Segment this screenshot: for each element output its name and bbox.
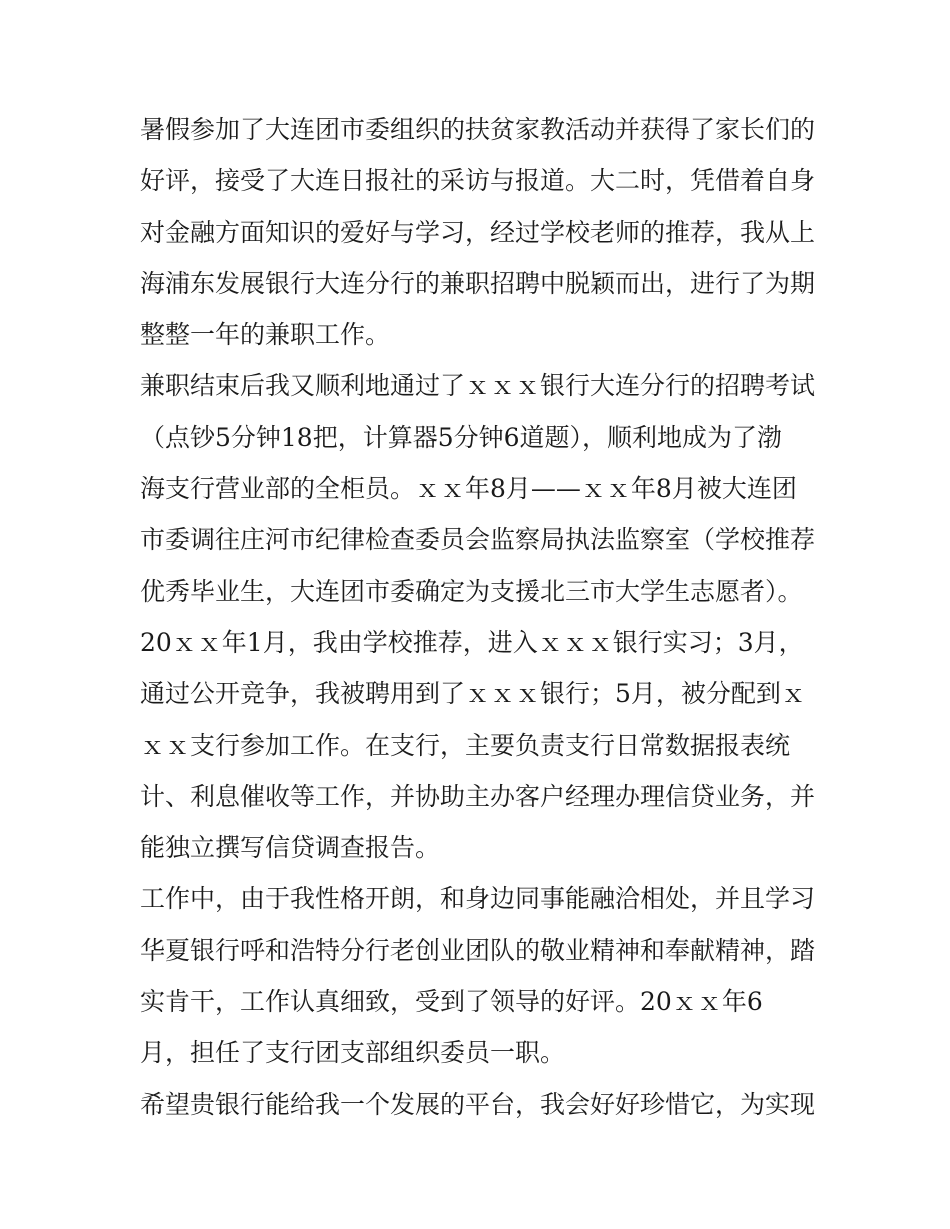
text-line: 整整一年的兼职工作。 [140,320,391,350]
text-line: 对金融方面知识的爱好与学习，经过学校老师的推荐，我从上 [140,217,816,247]
body-text [140,104,820,1130]
text-line: 通过公开竞争，我被聘用到了ｘｘｘ银行；5月，被分配到ｘ [140,679,806,709]
text-line: 华夏银行呼和浩特分行老创业团队的敬业精神和奉献精神，踏 [140,935,816,965]
text-line: 好评，接受了大连日报社的采访与报道。大二时，凭借着自身 [140,166,816,196]
text-line: 能独立撰写信贷调查报告。 [140,833,441,863]
text-line: （点钞5分钟18把，计算器5分钟6道题），顺利地成为了渤 [140,422,783,452]
text-line: 优秀毕业生，大连团市委确定为支援北三市大学生志愿者）。 [140,576,803,606]
text-line: 实肯干，工作认真细致，受到了领导的好评。20ｘｘ年6 [140,987,763,1017]
text-line: 月，担任了支行团支部组织委员一职。 [140,1038,566,1068]
text-line: 海浦东发展银行大连分行的兼职招聘中脱颖而出，进行了为期 [140,268,816,298]
text-line: 暑假参加了大连团市委组织的扶贫家教活动并获得了家长们的 [140,115,816,144]
text-line: 市委调往庄河市纪律检查委员会监察局执法监察室（学校推荐 [140,525,816,555]
text-line: 工作中，由于我性格开朗，和身边同事能融洽相处，并且学习 [140,884,816,914]
text-line: 希望贵银行能给我一个发展的平台，我会好好珍惜它，为实现 [140,1089,816,1119]
text-line: 海支行营业部的全柜员。ｘｘ年8月——ｘｘ年8月被大连团 [140,474,797,504]
text-line: 兼职结束后我又顺利地通过了ｘｘｘ银行大连分行的招聘考试 [140,371,816,401]
text-line: 20ｘｘ年1月，我由学校推荐，进入ｘｘｘ银行实习；3月， [140,627,804,657]
text-line: 计、利息催收等工作，并协助主办客户经理办理信贷业务，并 [140,781,816,811]
text-line: ｘｘ支行参加工作。在支行，主要负责支行日常数据报表统 [140,730,791,760]
